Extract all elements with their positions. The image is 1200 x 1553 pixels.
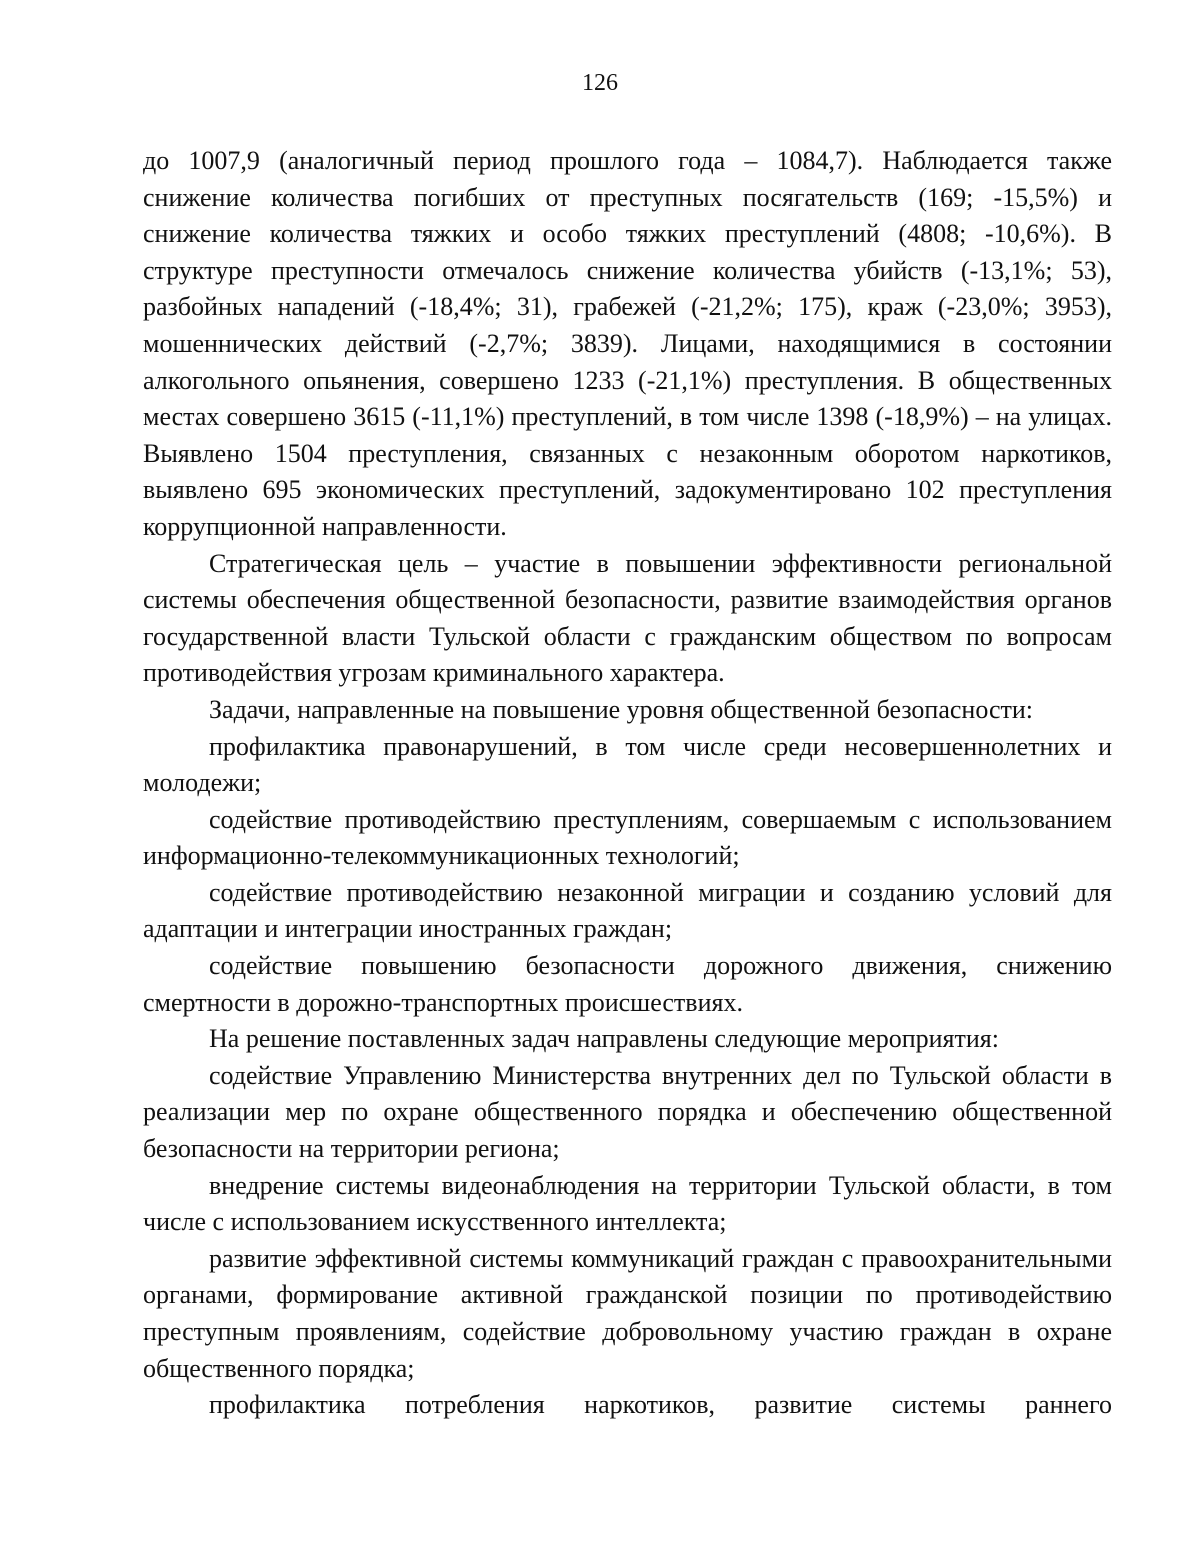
list-item-measure-drug-prevention: профилактика потребления наркотиков, развитие системы раннего	[209, 1390, 1112, 1420]
list-item-measure-police-support: содействие Управлению Министерства внутренних дел по Тульской области в реализации мер по охране общественного порядка и обеспечению общественной безопасности на территории региона;	[143, 1060, 1112, 1164]
list-item-measure-communications: развитие эффективной системы коммуникаций граждан с правоохранительными органами, формирование активной гражданской позиции по противодействию преступным проявлениям, содействие добровольному участию граждан в охране общественного порядка;	[143, 1243, 1112, 1383]
paragraph-crime-statistics: до 1007,9 (аналогичный период прошлого года – 1084,7). Наблюдается также снижение количества погибших от преступных посягательств (169; -15,5%) и снижение количества тяжких и особо тяжких преступлений (4808; -10,6%). В структуре преступности отмечалось снижение количества убийств (-13,1%; 53), разбойных нападений (-18,4%; 31), грабежей (-21,2%; 175), краж (-23,0%; 3953), мошеннических действий (-2,7%; 3839). Лицами, находящимися в состоянии алкогольного опьянения, совершено 1233 (-21,1%) преступления. В общественных местах совершено 3615 (-11,1%) преступлений, в том числе 1398 (-18,9%) – на улицах. Выявлено 1504 преступления, связанных с незаконным оборотом наркотиков, выявлено 695 экономических преступлений, задокументировано 102 преступления коррупционной направленности.	[143, 146, 1112, 541]
list-item-task-it-crimes: содействие противодействию преступлениям, совершаемым с использованием информационно-телекоммуникационных технологий;	[143, 804, 1112, 871]
list-item-task-migration: содействие противодействию незаконной миграции и созданию условий для адаптации и интеграции иностранных граждан;	[143, 877, 1112, 944]
paragraph-strategic-goal: Стратегическая цель – участие в повышении эффективности региональной системы обеспечения общественной безопасности, развитие взаимодействия органов государственной власти Тульской области с гражданским обществом по вопросам противодействия угрозам криминального характера.	[143, 548, 1112, 688]
document-body	[143, 143, 1112, 1424]
paragraph-tasks-heading: Задачи, направленные на повышение уровня общественной безопасности:	[209, 694, 1034, 724]
list-item-task-prevention: профилактика правонарушений, в том числе среди несовершеннолетних и молодежи;	[143, 731, 1112, 798]
list-item-task-road-safety: содействие повышению безопасности дорожного движения, снижению смертности в дорожно-транспортных происшествиях.	[143, 951, 1112, 1017]
page-number: 126	[582, 70, 618, 96]
paragraph-measures-heading: На решение поставленных задач направлены следующие мероприятия:	[209, 1024, 999, 1054]
list-item-measure-video-surveillance: внедрение системы видеонаблюдения на территории Тульской области, в том числе с использованием искусственного интеллекта;	[143, 1170, 1112, 1237]
